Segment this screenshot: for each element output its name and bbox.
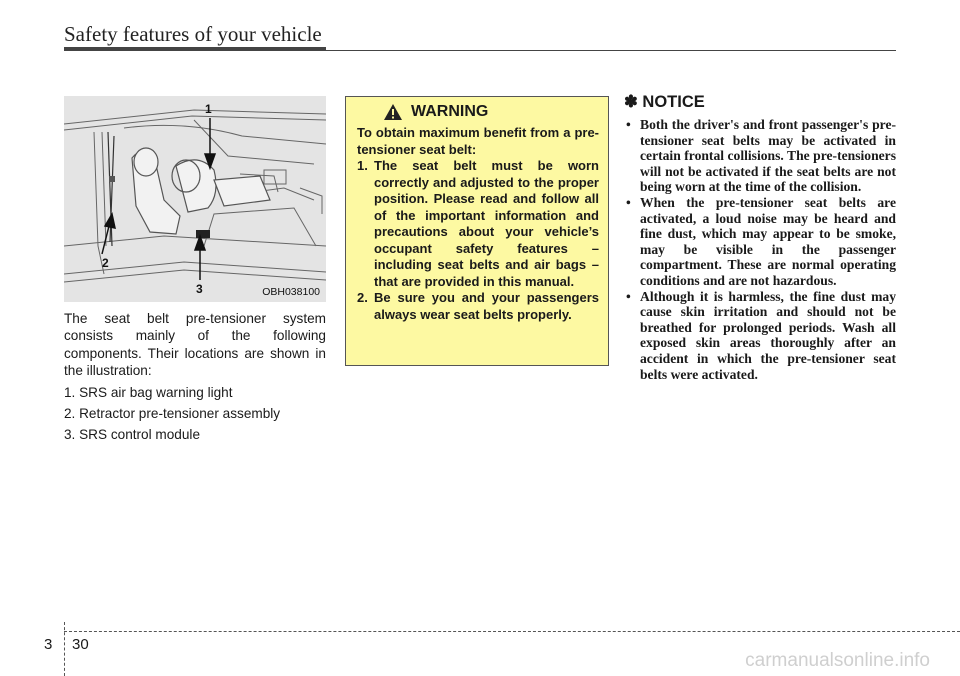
control-module-marker bbox=[196, 230, 210, 238]
car-interior-drawing bbox=[64, 96, 326, 302]
notice-item-text: When the pre-tensioner seat belts are activated, a loud noise may be heard and fine dust, which may appear to be smoke, may be visible in the passenger compartment. These are normal operating conditions and are not hazardous. bbox=[640, 194, 896, 288]
page-header-title: Safety features of your vehicle bbox=[64, 22, 322, 46]
warning-item-number: 2. bbox=[357, 290, 368, 305]
warning-intro: To obtain maximum benefit from a pre-tensioner seat belt: bbox=[357, 125, 599, 157]
footer-divider bbox=[64, 622, 65, 676]
bullet-icon: • bbox=[626, 288, 631, 304]
warning-box bbox=[345, 96, 609, 366]
component-item: 1. SRS air bag warning light bbox=[64, 384, 233, 400]
notice-list bbox=[624, 117, 896, 382]
notice-item bbox=[624, 195, 896, 289]
bullet-icon: • bbox=[626, 117, 631, 132]
chapter-number: 3 bbox=[44, 636, 53, 653]
warning-item bbox=[357, 158, 599, 290]
warning-item-number: 1. bbox=[357, 158, 368, 173]
header-rule bbox=[326, 50, 896, 51]
warning-item-text: Be sure you and your passengers always wear seat belts properly. bbox=[374, 290, 599, 322]
notice-item bbox=[624, 289, 896, 383]
warning-list bbox=[357, 158, 599, 323]
intro-paragraph: The seat belt pre-tensioner system consists mainly of the following components. Their locations are shown in the illustration: bbox=[64, 311, 326, 379]
warning-heading bbox=[357, 103, 599, 121]
warning-title: WARNING bbox=[411, 103, 489, 120]
component-list bbox=[64, 384, 326, 444]
warning-item-text: The seat belt must be worn correctly and adjusted to the proper position. Please read and follow all of the important information and precautions about your vehicle’s occupant safety features – including seat belts and air bags – that are provided in this manual. bbox=[374, 158, 599, 289]
callout-1: 1 bbox=[205, 102, 212, 116]
notice-title: ✽ NOTICE bbox=[624, 93, 705, 111]
header-bar bbox=[64, 47, 326, 51]
warning-item bbox=[357, 290, 599, 323]
seatbelt-illustration bbox=[64, 96, 326, 302]
notice-item-text: Although it is harmless, the fine dust may cause skin irritation and should not be breathed for prolonged periods. Wash all exposed skin areas thoroughly after an accident in which the pre-tensioner seat belts were activated. bbox=[640, 288, 896, 382]
callout-2: 2 bbox=[102, 256, 109, 270]
footer-rule bbox=[64, 631, 960, 632]
pretensioner-description bbox=[64, 310, 326, 448]
figure-code: OBH038100 bbox=[262, 286, 320, 298]
component-item: 3. SRS control module bbox=[64, 427, 201, 443]
component-item: 2. Retractor pre-tensioner assembly bbox=[64, 406, 281, 422]
notice-item bbox=[624, 117, 896, 195]
retractor-marker bbox=[109, 176, 115, 182]
callout-3: 3 bbox=[196, 282, 203, 296]
notice-item-text: Both the driver's and front passenger's pre-tensioner seat belts may be activated in certain frontal collisions. The pre-tensioners will not be activated if the seat belts are not being worn at the time of the collision. bbox=[640, 117, 896, 195]
watermark: carmanualsonline.info bbox=[745, 650, 930, 671]
notice-section bbox=[624, 92, 896, 382]
bullet-icon: • bbox=[626, 194, 631, 210]
warning-triangle-icon bbox=[383, 103, 403, 121]
page-number: 30 bbox=[72, 636, 89, 653]
